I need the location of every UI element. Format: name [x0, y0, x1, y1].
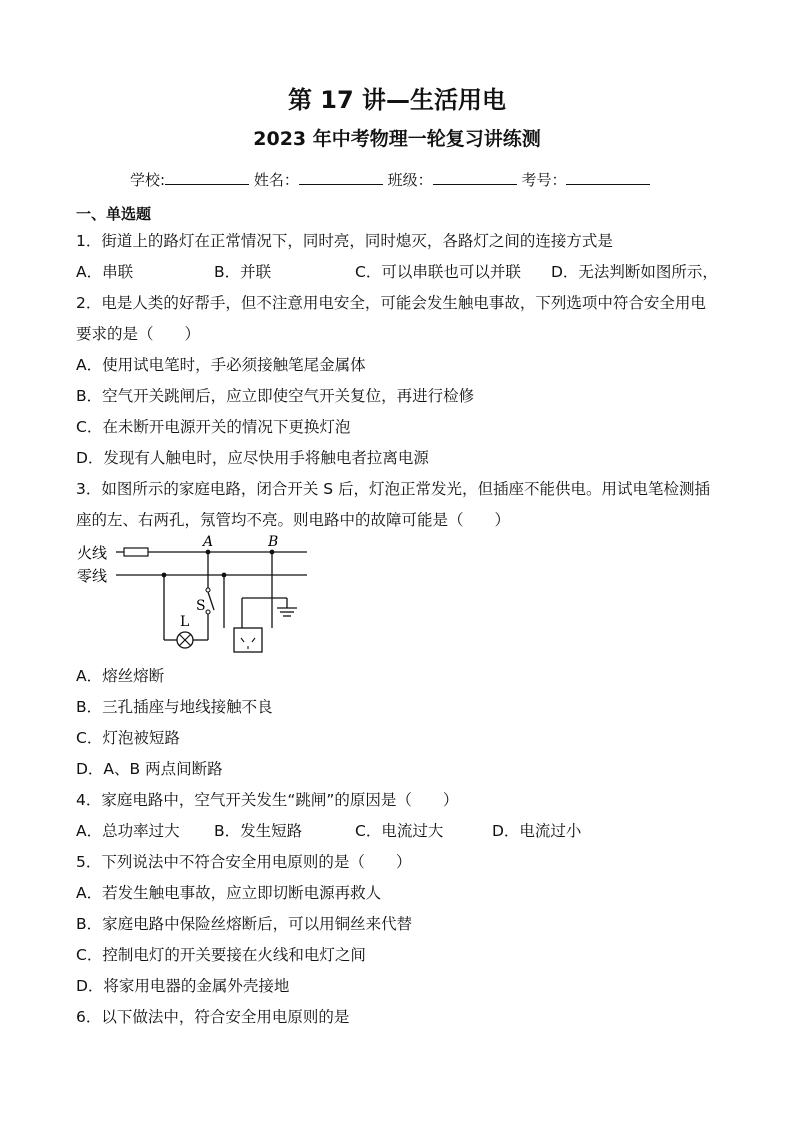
question-1-stem: 1．街道上的路灯在正常情况下，同时亮，同时熄灭，各路灯之间的连接方式是	[76, 232, 613, 250]
q3-option-d: D．A、B 两点间断路	[76, 760, 223, 778]
page-subtitle: 2023 年中考物理一轮复习讲练测	[253, 128, 541, 150]
q2-option-d: D．发现有人触电时，应尽快用手将触电者拉离电源	[76, 449, 429, 467]
school-label: 学校:	[130, 171, 166, 189]
q2-option-a: A．使用试电笔时，手必须接触笔尾金属体	[76, 356, 366, 374]
switch-s-label: S	[196, 598, 206, 614]
page-title: 第 17 讲—生活用电	[287, 86, 507, 114]
class-blank	[433, 170, 517, 185]
switch-s-blade	[208, 592, 214, 610]
q1-option-b: B．并联	[214, 263, 272, 281]
question-4-stem: 4．家庭电路中，空气开关发生“跳闸”的原因是（ ）	[76, 791, 459, 809]
q1-option-a: A．串联	[76, 263, 134, 281]
question-3-stem: 3．如图所示的家庭电路，闭合开关 S 后，灯泡正常发光，但插座不能供电。用试电笔检测插	[76, 480, 711, 498]
q5-option-c: C．控制电灯的开关要接在火线和电灯之间	[76, 946, 366, 964]
exam-no-blank	[566, 170, 650, 185]
q5-option-a: A．若发生触电事故，应立即切断电源再救人	[76, 884, 382, 902]
q3-option-b: B．三孔插座与地线接触不良	[76, 698, 273, 716]
question-3-stem-cont: 座的左、右两孔，氖管均不亮。则电路中的故障可能是（ ）	[76, 511, 511, 529]
q2-option-b: B．空气开关跳闸后，应立即使空气开关复位，再进行检修	[76, 387, 475, 405]
ground-icon	[277, 598, 297, 616]
q4-option-b: B．发生短路	[214, 822, 303, 840]
household-circuit-diagram	[72, 532, 322, 662]
fuse-symbol	[124, 548, 148, 556]
q1-option-d: D．无法判断如图所示，	[551, 263, 718, 281]
class-label: 班级：	[387, 171, 433, 189]
point-b-label: B	[268, 534, 279, 550]
q5-option-b: B．家庭电路中保险丝熔断后，可以用铜丝来代替	[76, 915, 413, 933]
q4-option-d: D．电流过小	[492, 822, 582, 840]
q3-option-c: C．灯泡被短路	[76, 729, 180, 747]
q5-option-d: D．将家用电器的金属外壳接地	[76, 977, 290, 995]
name-blank	[299, 170, 383, 185]
q3-option-a: A．熔丝熔断	[76, 667, 165, 685]
school-blank	[165, 170, 249, 185]
q1-option-c: C．可以串联也可以并联	[355, 263, 521, 281]
q4-option-a: A．总功率过大	[76, 822, 180, 840]
question-6-stem: 6．以下做法中，符合安全用电原则的是	[76, 1008, 350, 1026]
neutral-wire-label: 零线	[77, 567, 108, 585]
exam-no-label: 考号：	[521, 171, 567, 189]
point-a-label: A	[203, 534, 214, 550]
student-info-row	[130, 169, 650, 190]
q2-option-c: C．在未断开电源开关的情况下更换灯泡	[76, 418, 351, 436]
q4-option-c: C．电流过大	[355, 822, 444, 840]
question-2-stem-cont: 要求的是（ ）	[76, 325, 201, 343]
name-label: 姓名：	[253, 171, 299, 189]
question-2-stem: 2．电是人类的好帮手，但不注意用电安全，可能会发生触电事故，下列选项中符合安全用电	[76, 294, 706, 312]
section-heading: 一、单选题	[76, 205, 152, 223]
lamp-l-label: L	[180, 614, 190, 630]
live-wire-label: 火线	[77, 544, 108, 562]
question-5-stem: 5．下列说法中不符合安全用电原则的是（ ）	[76, 853, 412, 871]
